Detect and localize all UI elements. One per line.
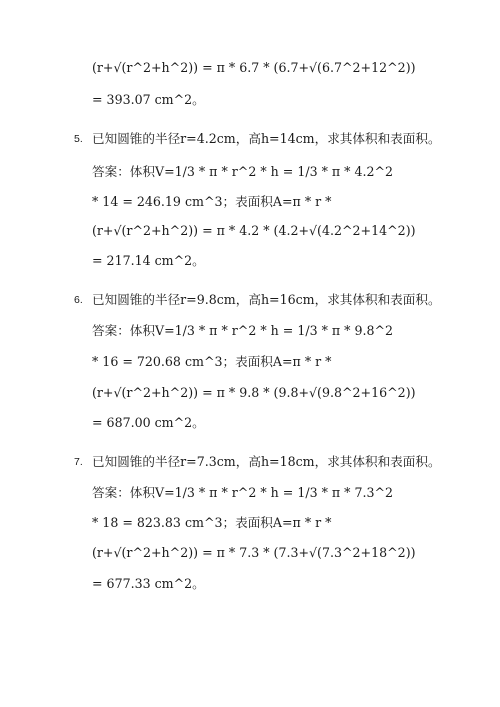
problem-number: 5. [74,133,83,145]
problem-question: 已知圆锥的半径r=9.8cm，高h=16cm，求其体积和表面积。 [92,292,441,307]
answer-line: * 14 = 246.19 cm^3；表面积A=π * r * [92,194,332,209]
answer-line: (r+√(r^2+h^2)) = π * 4.2 * (4.2+√(4.2^2+14^2)) [92,223,416,238]
problem-question: 已知圆锥的半径r=7.3cm，高h=18cm，求其体积和表面积。 [92,454,441,469]
answer-line: 答案：体积V=1/3 * π * r^2 * h = 1/3 * π * 7.3^2 [92,485,394,500]
answer-line: 答案：体积V=1/3 * π * r^2 * h = 1/3 * π * 9.8^2 [92,323,394,338]
continuation-line-2: = 393.07 cm^2。 [92,92,205,107]
answer-line: = 687.00 cm^2。 [92,415,205,430]
answer-line: = 677.33 cm^2。 [92,576,205,591]
problem-number: 7. [74,456,83,468]
problem-number: 6. [74,294,83,306]
continuation-line-1: (r+√(r^2+h^2)) = π * 6.7 * (6.7+√(6.7^2+12^2)) [92,60,416,75]
problem-question: 已知圆锥的半径r=4.2cm，高h=14cm，求其体积和表面积。 [92,131,441,146]
answer-line: = 217.14 cm^2。 [92,253,205,268]
answer-line: 答案：体积V=1/3 * π * r^2 * h = 1/3 * π * 4.2^2 [92,164,394,179]
answer-line: (r+√(r^2+h^2)) = π * 7.3 * (7.3+√(7.3^2+18^2)) [92,545,416,560]
answer-line: (r+√(r^2+h^2)) = π * 9.8 * (9.8+√(9.8^2+16^2)) [92,385,416,400]
answer-line: * 18 = 823.83 cm^3；表面积A=π * r * [92,515,332,530]
answer-line: * 16 = 720.68 cm^3；表面积A=π * r * [92,354,332,369]
